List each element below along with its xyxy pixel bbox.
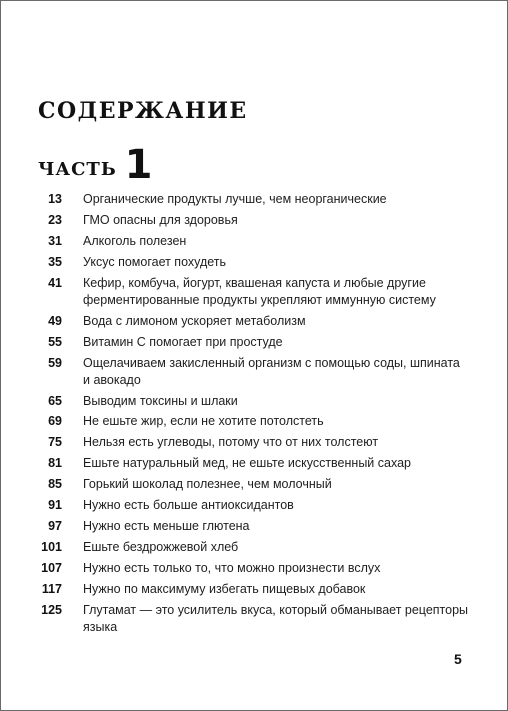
- toc-entry: [30, 393, 470, 410]
- toc-title: Витамин С помогает при простуде: [83, 334, 283, 349]
- toc-entry: [30, 191, 470, 208]
- toc-title: Нельзя есть углеводы, потому что от них толстеют: [83, 435, 379, 450]
- toc-entry: [30, 497, 470, 514]
- toc-page-number: 69: [48, 414, 62, 429]
- toc-title: Вода с лимоном ускоряет метаболизм: [83, 313, 306, 328]
- part-heading: [38, 142, 153, 188]
- toc-entry: [30, 254, 470, 271]
- toc-title: Выводим токсины и шлаки: [83, 393, 238, 408]
- toc-page-number: 35: [48, 254, 62, 269]
- toc-title: Нужно по максимуму избегать пищевых добавок: [83, 581, 366, 596]
- toc-page-number: 49: [48, 313, 62, 328]
- toc-title: Глутамат — это усилитель вкуса, который обманывает рецепторы языка: [83, 602, 469, 634]
- toc-title: Алкоголь полезен: [83, 233, 187, 248]
- toc-page-number: 107: [41, 561, 62, 575]
- toc-page-number: 55: [48, 334, 62, 349]
- toc-entry: [30, 518, 470, 535]
- toc-page-number: 31: [48, 233, 62, 248]
- toc-entry: [30, 455, 470, 472]
- toc-title: Горький шоколад полезнее, чем молочный: [83, 477, 332, 492]
- toc-title: Нужно есть только то, что можно произнести вслух: [83, 561, 381, 575]
- toc-entry: [30, 355, 470, 389]
- toc-entry: [30, 539, 470, 556]
- table-of-contents: [30, 191, 470, 640]
- toc-title: Ощелачиваем закисленный организм с помощью соды, шпината и авокадо: [83, 355, 460, 387]
- toc-entry: [30, 560, 470, 577]
- toc-page-number: 97: [48, 519, 62, 534]
- toc-page-number: 117: [41, 581, 62, 596]
- toc-page-number: 41: [48, 275, 62, 290]
- toc-title: Нужно есть меньше глютена: [83, 519, 250, 534]
- toc-entry: [30, 334, 470, 351]
- folio-page-number: 5: [454, 651, 462, 667]
- toc-entry: [30, 434, 470, 451]
- toc-entry: [30, 602, 470, 636]
- toc-entry: [30, 413, 470, 430]
- toc-entry: [30, 581, 470, 598]
- toc-entry: [30, 476, 470, 493]
- toc-title: Уксус помогает похудеть: [83, 254, 227, 269]
- toc-title: Ешьте бездрожжевой хлеб: [83, 540, 239, 555]
- toc-entry: [30, 233, 470, 250]
- page-title: СОДЕРЖАНИЕ: [38, 98, 248, 124]
- toc-entry: [30, 275, 470, 309]
- toc-title: Ешьте натуральный мед, не ешьте искусственный сахар: [83, 456, 411, 471]
- toc-entry: [30, 313, 470, 330]
- toc-title: ГМО опасны для здоровья: [83, 212, 238, 227]
- toc-page-number: 59: [48, 355, 62, 370]
- toc-page-number: 81: [48, 456, 62, 471]
- toc-page-number: 65: [48, 393, 62, 408]
- toc-title: Нужно есть больше антиоксидантов: [83, 498, 294, 513]
- toc-page-number: 101: [41, 540, 62, 555]
- toc-page-number: 91: [48, 498, 62, 513]
- toc-title: Не ешьте жир, если не хотите потолстеть: [83, 414, 324, 429]
- toc-page-number: 23: [48, 212, 62, 227]
- toc-page-number: 13: [48, 192, 62, 206]
- toc-page-number: 125: [41, 602, 62, 617]
- toc-entry: [30, 212, 470, 229]
- toc-page-number: 75: [48, 435, 62, 450]
- toc-page-number: 85: [48, 477, 62, 492]
- part-number: 1: [124, 142, 153, 188]
- part-label: ЧАСТЬ: [38, 159, 117, 180]
- toc-title: Кефир, комбуча, йогурт, квашеная капуста и любые другие ферментированные продукты укрепляют иммунную систему: [83, 275, 436, 307]
- toc-title: Органические продукты лучше, чем неорганические: [83, 192, 387, 206]
